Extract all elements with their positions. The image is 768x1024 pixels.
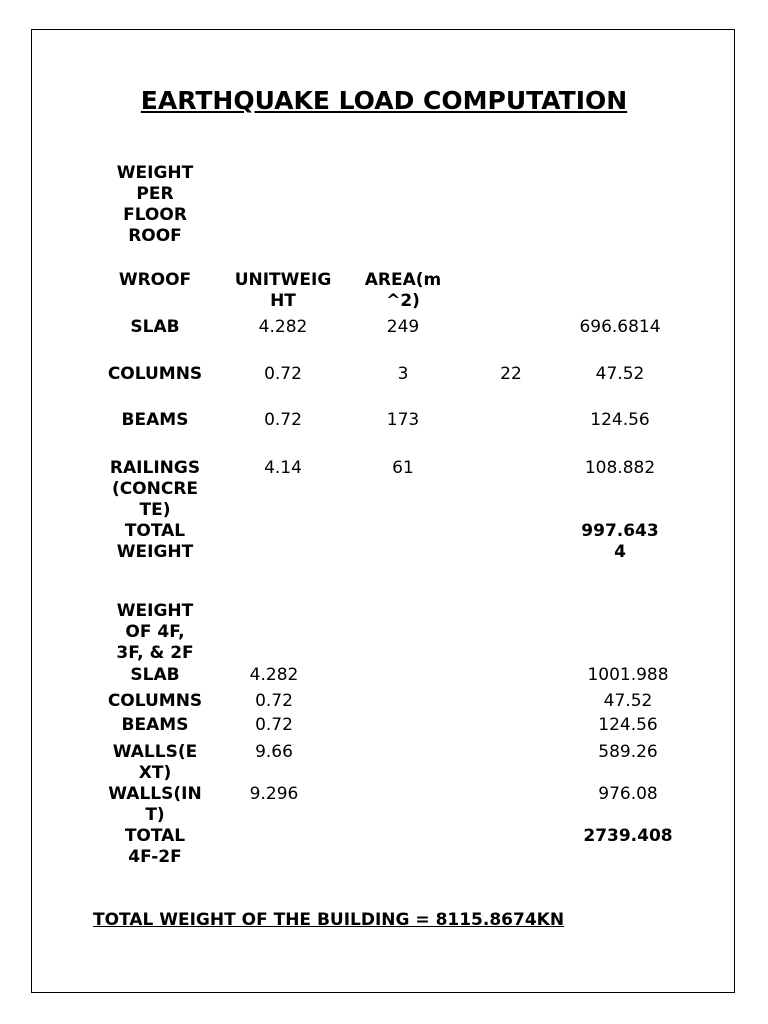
roof-row-weight: 696.6814 [579,317,661,337]
floor-total-weight: 2739.408 [583,826,673,846]
roof-row-weight: 47.52 [595,364,645,384]
roof-row-weight: 108.882 [584,458,656,478]
floor-row-unit-weight: 9.296 [249,784,299,804]
roof-row-unit-weight: 0.72 [264,410,302,430]
floor-row-weight: 47.52 [603,691,653,711]
floor-row-unit-weight: 9.66 [255,742,293,762]
roof-total-weight: 997.643 4 [581,521,659,562]
floor-row-weight: 976.08 [598,784,658,804]
header-wroof: WROOF [118,270,192,290]
floor-row-unit-weight: 0.72 [255,715,293,735]
roof-row-area: 173 [386,410,420,430]
roof-section-heading: WEIGHT PER FLOOR ROOF [116,163,194,246]
roof-row-extra: 22 [500,364,522,384]
roof-row-unit-weight: 4.14 [264,458,302,478]
floor-total-label: TOTAL 4F-2F [124,826,186,867]
page-title: EARTHQUAKE LOAD COMPUTATION [140,86,628,115]
floor-row-label: WALLS(E XT) [112,742,198,783]
floor-row-weight: 589.26 [598,742,658,762]
roof-total-label: TOTAL WEIGHT [116,521,194,562]
roof-row-unit-weight: 0.72 [264,364,302,384]
floor-row-unit-weight: 0.72 [255,691,293,711]
floor-row-label: SLAB [130,665,180,685]
floor-row-label: WALLS(IN T) [108,784,202,825]
header-area: AREA(m ^2) [364,270,442,311]
floor-row-unit-weight: 4.282 [249,665,299,685]
roof-row-area: 249 [386,317,420,337]
roof-row-unit-weight: 4.282 [258,317,308,337]
floor-row-weight: 124.56 [598,715,658,735]
header-unit-weight: UNITWEIG HT [234,270,332,311]
roof-row-area: 3 [397,364,409,384]
building-total-weight: TOTAL WEIGHT OF THE BUILDING = 8115.8674KN [93,910,565,930]
floor-row-label: COLUMNS [107,691,203,711]
roof-row-weight: 124.56 [590,410,650,430]
roof-row-label: RAILINGS (CONCRE TE) [109,458,201,520]
roof-row-label: BEAMS [121,410,189,430]
floor-section-heading: WEIGHT OF 4F, 3F, & 2F [116,601,194,663]
floor-row-weight: 1001.988 [587,665,669,685]
floor-row-label: BEAMS [121,715,189,735]
roof-row-label: COLUMNS [107,364,203,384]
roof-row-area: 61 [392,458,414,478]
roof-row-label: SLAB [130,317,180,337]
